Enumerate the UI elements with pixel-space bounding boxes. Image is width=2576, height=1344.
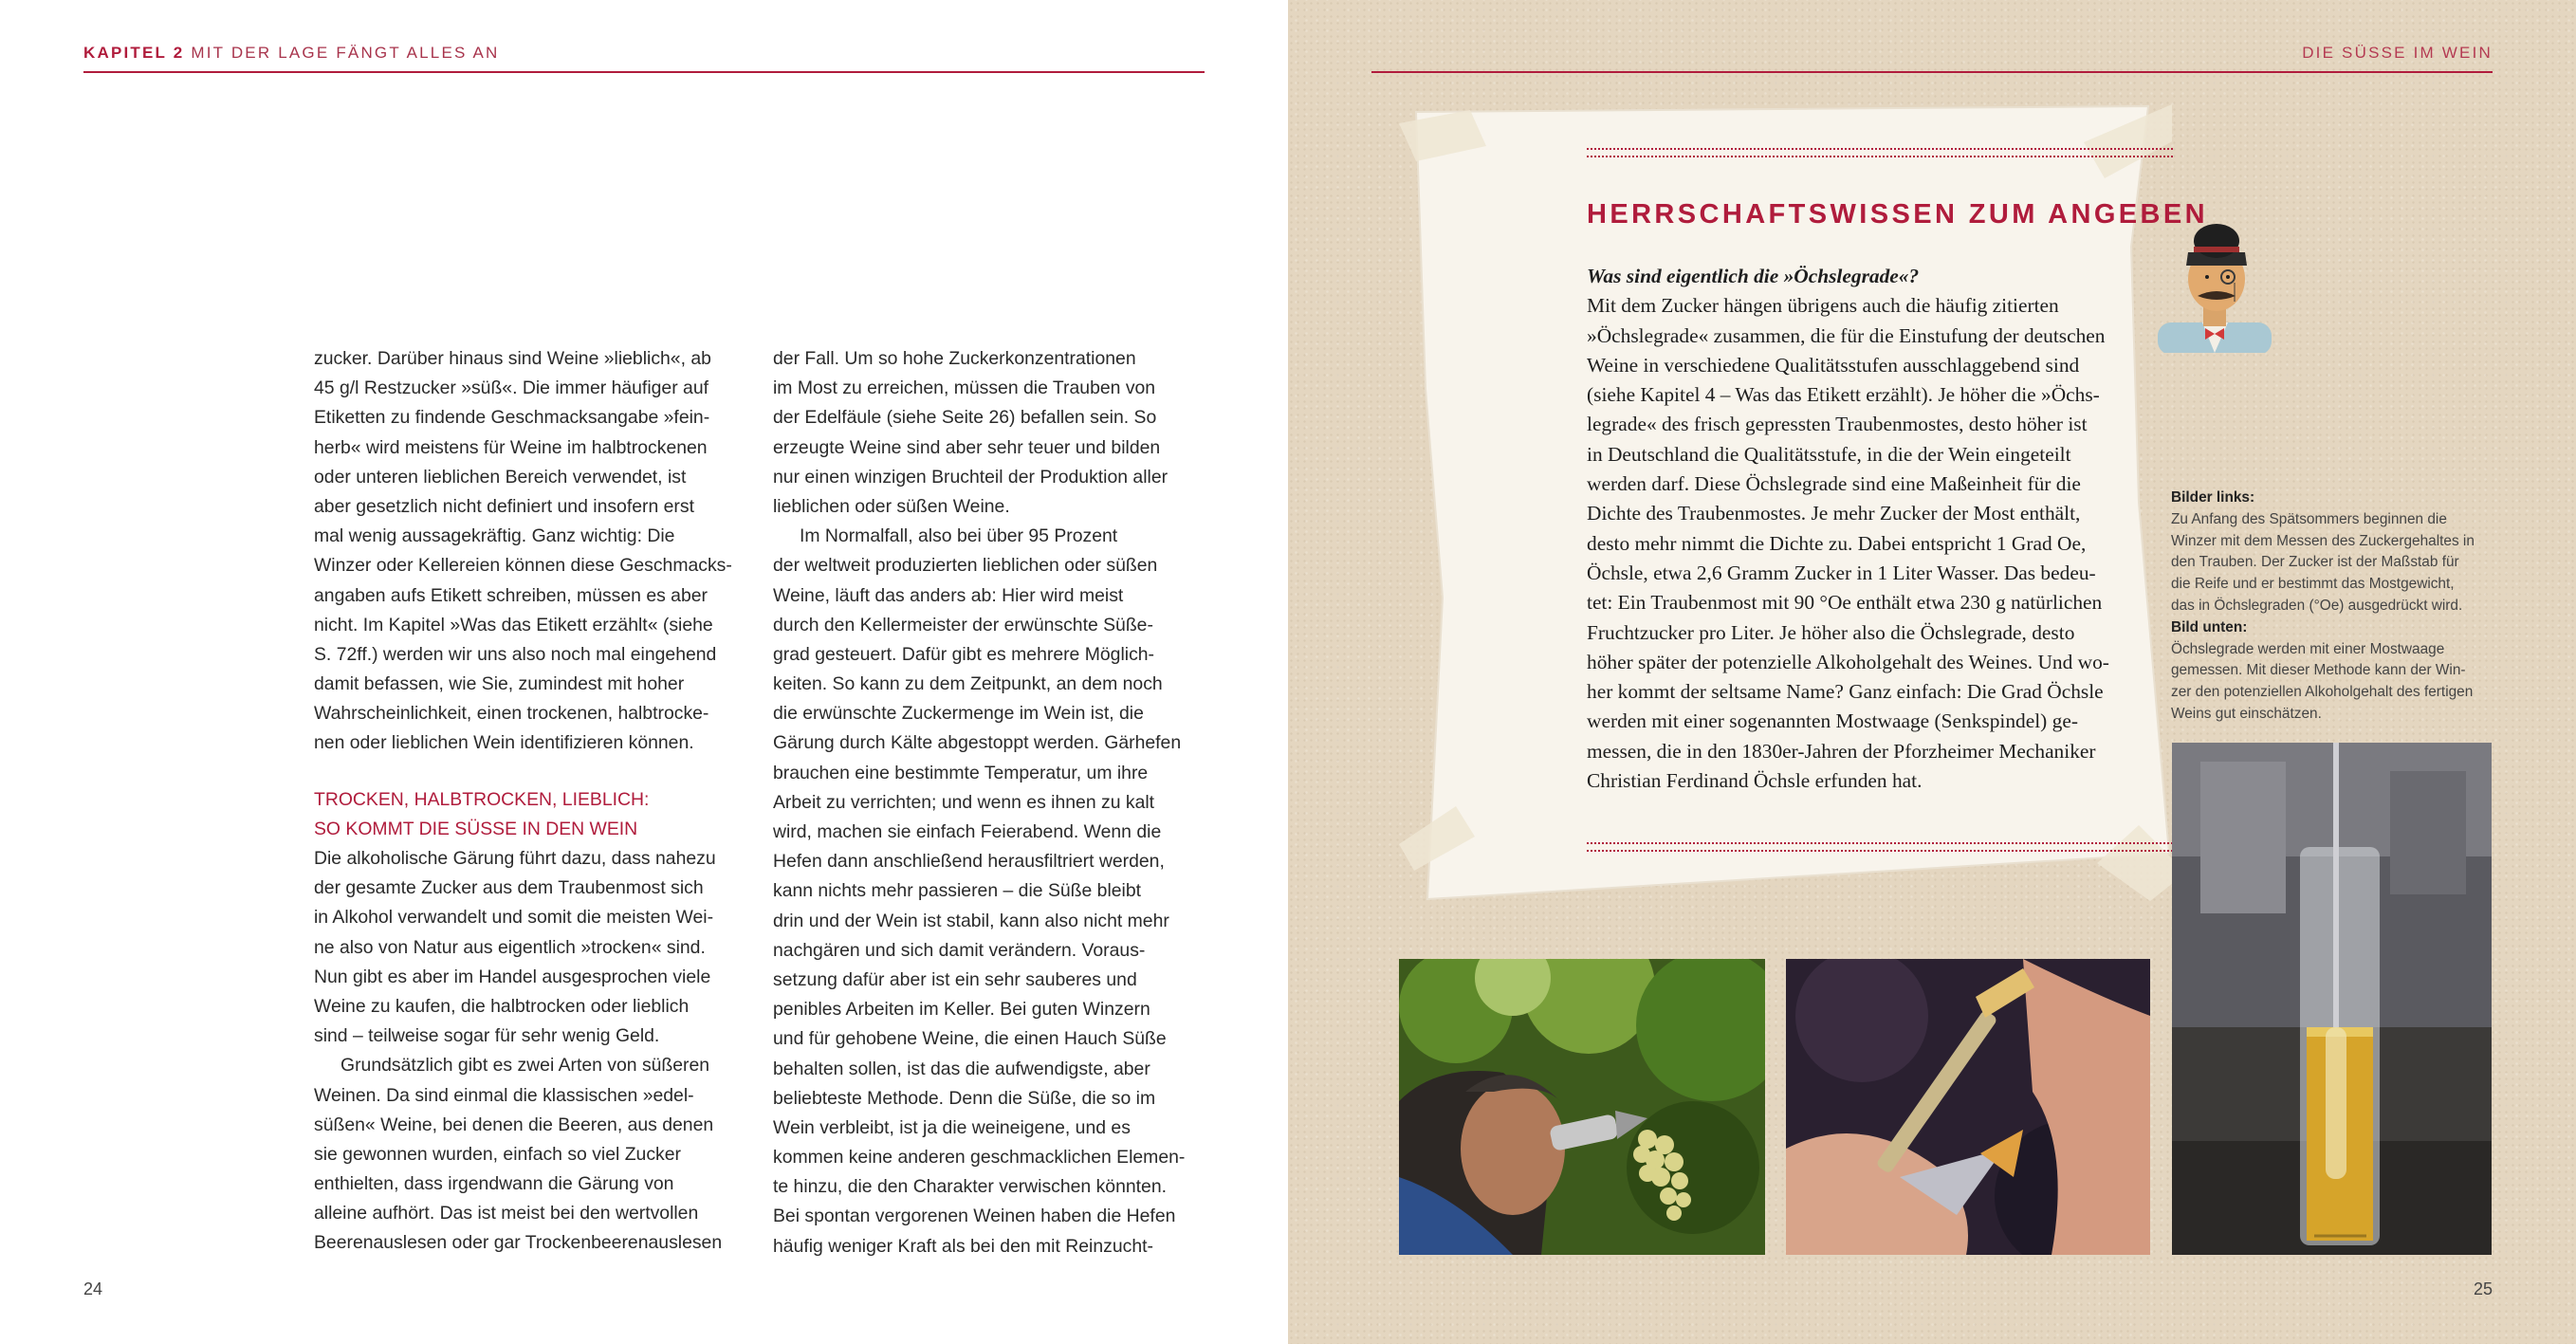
- text-line: setzung dafür aber ist ein sehr sauberes und: [773, 968, 1137, 990]
- text-line: Fruchtzucker pro Liter. Je höher also die Öchslegrade, desto: [1587, 620, 2075, 644]
- text-line: werden darf. Diese Öchslegrade sind eine Maßeinheit für die: [1587, 472, 2081, 496]
- text-line: messen, die in den 1830er-Jahren der Pforzheimer Mechaniker: [1587, 739, 2096, 763]
- right-page: [1288, 0, 2576, 1344]
- text-line: Gärung durch Kälte abgestoppt werden. Gärhefen: [773, 732, 1182, 754]
- mascot-illustration: [2150, 211, 2292, 353]
- text-line: der Fall. Um so hohe Zuckerkonzentrationen: [773, 348, 1136, 369]
- text-line: Etiketten zu findende Geschmacksangabe »fein-: [314, 407, 710, 429]
- dotted-rule-bottom: [1587, 842, 2173, 852]
- text-line: desto mehr nimmt die Dichte zu. Dabei entspricht 1 Grad Oe,: [1587, 531, 2087, 555]
- text-line: her kommt der seltsame Name? Ganz einfach: Die Grad Öchsle: [1587, 680, 2104, 704]
- info-box-text: [1587, 262, 2194, 796]
- chapter-label: KAPITEL 2: [83, 44, 185, 62]
- text-line: Weine, läuft das anders ab: Hier wird meist: [773, 584, 1124, 606]
- text-line: nen oder lieblichen Wein identifizieren können.: [314, 732, 694, 754]
- text-line: in Alkohol verwandelt und somit die meisten Wei-: [314, 907, 714, 929]
- text-line: Im Normalfall, also bei über 95 Prozent: [800, 525, 1118, 547]
- photo-refractometer-grapes: [1399, 959, 1765, 1255]
- text-line: mal wenig aussagekräftig. Ganz wichtig: Die: [314, 525, 675, 547]
- section-subheading: TROCKEN, HALBTROCKEN, LIEBLICH: SO KOMMT DIE SÜSSE IN DEN WEIN: [314, 788, 650, 839]
- text-line: Dichte des Traubenmostes. Je mehr Zucker der Most enthält,: [1587, 502, 2081, 525]
- text-line: alleine aufhört. Das ist meist bei den wertvollen: [314, 1203, 699, 1224]
- info-box-question: Was sind eigentlich die »Öchslegrade«?: [1587, 265, 1920, 287]
- text-line: Weine in verschiedene Qualitätsstufen ausschlaggebend sind: [1587, 353, 2080, 377]
- paragraph-5: [773, 522, 1209, 1261]
- text-line: kommen keine anderen geschmacklichen Elemen-: [773, 1147, 1186, 1169]
- info-box: [1399, 104, 2208, 901]
- page-number-right: 25: [2473, 1280, 2493, 1298]
- text-line: wird, machen sie einfach Feierabend. Wenn die: [773, 821, 1162, 842]
- text-line: erzeugte Weine sind aber sehr teuer und bilden: [773, 436, 1161, 458]
- photo-caption: [2171, 488, 2475, 726]
- text-line: Wein verbleibt, ist ja die weineigene, und es: [773, 1116, 1131, 1138]
- header-rule-right: [1371, 71, 2493, 73]
- caption-line: Öchslegrade werden mit einer Mostwaage: [2171, 640, 2445, 657]
- text-line: penibles Arbeiten im Keller. Bei guten Winzern: [773, 999, 1150, 1021]
- photo-grape-juice-sample: [1786, 959, 2150, 1255]
- text-line: häufig weniger Kraft als bei den mit Reinzucht-: [773, 1235, 1153, 1257]
- text-line: nur einen winzigen Bruchteil der Produktion aller: [773, 466, 1168, 488]
- chapter-title: MIT DER LAGE FÄNGT ALLES AN: [191, 44, 500, 62]
- caption-line: das in Öchslegraden (°Oe) ausgedrückt wird.: [2171, 597, 2463, 614]
- text-line: Arbeit zu verrichten; und wenn es ihnen zu kalt: [773, 791, 1155, 813]
- text-line: aber gesetzlich nicht definiert und insofern erst: [314, 495, 694, 517]
- caption-line: Zu Anfang des Spätsommers beginnen die: [2171, 510, 2447, 527]
- text-line: (siehe Kapitel 4 – Was das Etikett erzählt). Je höher die »Öchs-: [1587, 383, 2100, 407]
- text-line: herb« wird meistens für Weine im halbtrockenen: [314, 436, 708, 458]
- text-line: in Deutschland die Qualitätsstufe, in die der Wein eingeteilt: [1587, 442, 2071, 466]
- text-line: »Öchslegrade« zusammen, die für die Einstufung der deutschen: [1587, 323, 2106, 347]
- text-line: Öchsle, etwa 2,6 Gramm Zucker in 1 Liter Wasser. Das bedeu-: [1587, 561, 2096, 584]
- text-line: beliebteste Methode. Denn die Süße, die so im: [773, 1087, 1156, 1109]
- paragraph-4: [773, 344, 1209, 522]
- text-line: grad gesteuert. Dafür gibt es mehrere Möglich-: [773, 643, 1155, 665]
- caption-heading-1: Bilder links:: [2171, 489, 2255, 506]
- text-line: nicht. Im Kapitel »Was das Etikett erzählt« (siehe: [314, 614, 713, 635]
- text-line: die erwünschte Zuckermenge im Wein ist, die: [773, 703, 1144, 725]
- text-line: sie gewonnen wurden, einfach so viel Zucker: [314, 1143, 681, 1165]
- text-line: Die alkoholische Gärung führt dazu, dass nahezu: [314, 848, 716, 869]
- header-rule-left: [83, 71, 1205, 73]
- text-line: ne also von Natur aus eigentlich »trocken« sind.: [314, 936, 706, 958]
- text-line: der weltweit produzierten lieblichen oder süßen: [773, 555, 1158, 577]
- text-line: S. 72ff.) werden wir uns also noch mal eingehend: [314, 643, 717, 665]
- caption-line: zer den potenziellen Alkoholgehalt des fertigen: [2171, 684, 2474, 701]
- page-number-left: 24: [83, 1280, 103, 1298]
- text-line: oder unteren lieblichen Bereich verwendet, ist: [314, 466, 687, 488]
- text-line: der Edelfäule (siehe Seite 26) befallen sein. So: [773, 407, 1157, 429]
- text-line: Christian Ferdinand Öchsle erfunden hat.: [1587, 769, 1923, 793]
- text-line: Weinen. Da sind einmal die klassischen »edel-: [314, 1084, 694, 1106]
- text-line: nachgären und sich damit verändern. Voraus-: [773, 939, 1146, 961]
- text-line: lieblichen oder süßen Weine.: [773, 495, 1010, 517]
- caption-line: den Trauben. Der Zucker ist der Maßstab für: [2171, 554, 2459, 571]
- paragraph-2: [314, 844, 750, 1051]
- text-line: und für gehobene Weine, die einen Hauch Süße: [773, 1028, 1167, 1050]
- text-line: kann nichts mehr passieren – die Süße bleibt: [773, 880, 1142, 902]
- info-box-title: HERRSCHAFTSWISSEN ZUM ANGEBEN: [1587, 199, 2208, 230]
- text-line: brauchen eine bestimmte Temperatur, um ihre: [773, 762, 1149, 783]
- text-line: keiten. So kann zu dem Zeitpunkt, an dem noch: [773, 673, 1163, 695]
- text-line: der gesamte Zucker aus dem Traubenmost sich: [314, 877, 704, 899]
- text-line: Beerenauslesen oder gar Trockenbeerenauslesen: [314, 1232, 723, 1254]
- text-line: tet: Ein Traubenmost mit 90 °Oe enthält etwa 230 g natürlichen: [1587, 591, 2103, 615]
- paragraph-3: [314, 1051, 750, 1258]
- text-line: legrade« des frisch gepressten Traubenmostes, desto höher ist: [1587, 413, 2088, 436]
- running-head-left: [83, 44, 500, 63]
- text-line: angaben aufs Etikett schreiben, müssen es aber: [314, 584, 708, 606]
- text-column-1: [314, 344, 750, 1259]
- text-line: enthielten, dass irgendwann die Gärung von: [314, 1173, 674, 1195]
- text-line: zucker. Darüber hinaus sind Weine »lieblich«, ab: [314, 348, 711, 369]
- text-line: im Most zu erreichen, müssen die Trauben von: [773, 377, 1156, 399]
- paragraph-1: [314, 344, 750, 759]
- text-line: höher später der potenzielle Alkoholgehalt des Weines. Und wo-: [1587, 650, 2109, 673]
- text-line: drin und der Wein ist stabil, kann also nicht mehr: [773, 910, 1169, 931]
- text-line: Weine zu kaufen, die halbtrocken oder lieblich: [314, 995, 690, 1017]
- text-line: Nun gibt es aber im Handel ausgesprochen viele: [314, 966, 711, 987]
- caption-line: Winzer mit dem Messen des Zuckergehaltes in: [2171, 532, 2475, 549]
- text-line: Winzer oder Kellereien können diese Geschmacks-: [314, 555, 732, 577]
- text-line: Grundsätzlich gibt es zwei Arten von süßeren: [340, 1055, 710, 1077]
- text-column-2: [773, 344, 1209, 1261]
- running-head-right: DIE SÜSSE IM WEIN: [2302, 44, 2493, 62]
- text-line: Mit dem Zucker hängen übrigens auch die häufig zitierten: [1587, 294, 2059, 318]
- text-line: sind – teilweise sogar für sehr wenig Geld.: [314, 1025, 660, 1047]
- text-line: werden mit einer sogenannten Mostwaage (Senkspindel) ge-: [1587, 709, 2078, 733]
- caption-line: Weins gut einschätzen.: [2171, 705, 2322, 722]
- text-line: Bei spontan vergorenen Weinen haben die Hefen: [773, 1206, 1176, 1227]
- caption-line: die Reife und er bestimmt das Mostgewicht,: [2171, 576, 2455, 593]
- text-line: süßen« Weine, bei denen die Beeren, aus denen: [314, 1114, 714, 1135]
- text-line: damit befassen, wie Sie, zumindest mit hoher: [314, 673, 685, 695]
- caption-line: gemessen. Mit dieser Methode kann der Win-: [2171, 662, 2466, 679]
- caption-heading-2: Bild unten:: [2171, 618, 2248, 635]
- photo-must-hydrometer: [2172, 743, 2492, 1255]
- text-line: behalten sollen, ist das die aufwendigste, aber: [773, 1058, 1150, 1079]
- text-line: Hefen dann anschließend herausfiltriert werden,: [773, 851, 1165, 873]
- text-line: Wahrscheinlichkeit, einen trockenen, halbtrocke-: [314, 703, 709, 725]
- text-line: 45 g/l Restzucker »süß«. Die immer häufiger auf: [314, 377, 708, 399]
- text-line: durch den Kellermeister der erwünschte Süße-: [773, 614, 1153, 635]
- text-line: te hinzu, die den Charakter verwischen könnten.: [773, 1176, 1167, 1198]
- dotted-rule-top: [1587, 148, 2173, 157]
